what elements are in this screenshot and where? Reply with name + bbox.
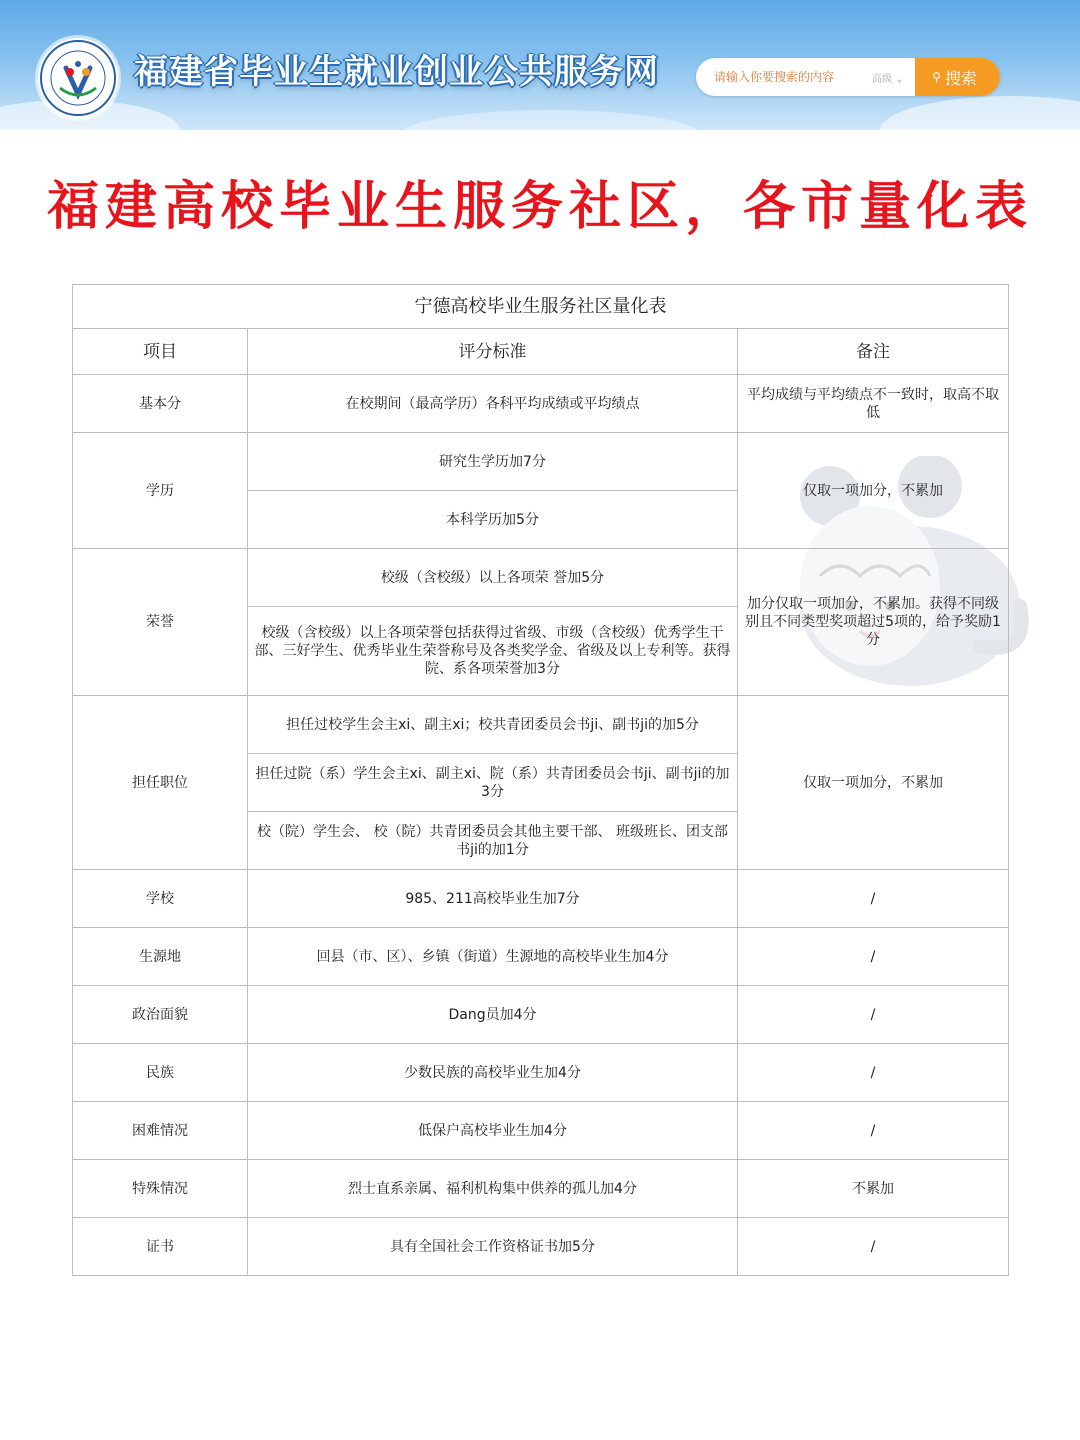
chevron-down-icon: ⌄: [895, 74, 904, 85]
row-criteria: 校级（含校级）以上各项荣 誉加5分: [248, 549, 738, 607]
row-criteria: 回县（市、区）、乡镇（街道）生源地的高校毕业生加4分: [248, 928, 738, 986]
advanced-search-select[interactable]: [872, 70, 904, 84]
header-cloud: [880, 96, 1080, 130]
row-note: /: [738, 928, 1009, 986]
table-row: [73, 1044, 1009, 1102]
table-row: [73, 928, 1009, 986]
quantification-table: [72, 284, 1008, 1276]
search-button[interactable]: [915, 58, 1000, 96]
table-caption: 宁德高校毕业生服务社区量化表: [73, 285, 1009, 329]
site-logo[interactable]: [38, 38, 118, 118]
row-note: 加分仅取一项加分，不累加。获得不同级别且不同类型奖项超过5项的，给予奖励1分: [738, 549, 1009, 696]
row-criteria: 担任过院（系）学生会主xi、副主xi、院（系）共青团委员会书ji、副书ji的加3分: [248, 754, 738, 812]
column-header-criteria: 评分标准: [248, 329, 738, 375]
row-criteria: Dang员加4分: [248, 986, 738, 1044]
row-note: /: [738, 1218, 1009, 1276]
row-note: /: [738, 986, 1009, 1044]
row-item: 学历: [73, 433, 248, 549]
row-item: 特殊情况: [73, 1160, 248, 1218]
row-item: 担任职位: [73, 696, 248, 870]
advanced-label: 高级: [872, 74, 892, 85]
row-criteria: 担任过校学生会主xi、副主xi；校共青团委员会书ji、副书ji的加5分: [248, 696, 738, 754]
fujian-graduate-employment-logo-icon: [38, 38, 118, 118]
search-input[interactable]: [714, 58, 864, 96]
table-row: [73, 986, 1009, 1044]
table-row: [73, 696, 1009, 754]
row-criteria: 烈士直系亲属、福利机构集中供养的孤儿加4分: [248, 1160, 738, 1218]
row-item: 基本分: [73, 375, 248, 433]
row-criteria: 校级（含校级）以上各项荣誉包括获得过省级、市级（含校级）优秀学生干部、三好学生、优秀毕业生荣誉称号及各类奖学金、省级及以上专利等。获得院、系各项荣誉加3分: [248, 607, 738, 696]
search-button-label: 搜索: [944, 68, 977, 88]
row-criteria: 985、211高校毕业生加7分: [248, 870, 738, 928]
row-criteria: 研究生学历加7分: [248, 433, 738, 491]
row-note: 平均成绩与平均绩点不一致时，取高不取低: [738, 375, 1009, 433]
site-title[interactable]: 福建省毕业生就业创业公共服务网: [134, 52, 659, 92]
row-item: 学校: [73, 870, 248, 928]
table-row: [73, 375, 1009, 433]
row-item: 困难情况: [73, 1102, 248, 1160]
row-item: 民族: [73, 1044, 248, 1102]
row-item: 政治面貌: [73, 986, 248, 1044]
row-note: /: [738, 1044, 1009, 1102]
row-note: 仅取一项加分，不累加: [738, 433, 1009, 549]
row-item: 生源地: [73, 928, 248, 986]
row-criteria: 校（院）学生会、 校（院）共青团委员会其他主要干部、 班级班长、团支部书ji的加1分: [248, 812, 738, 870]
row-criteria: 少数民族的高校毕业生加4分: [248, 1044, 738, 1102]
row-criteria: 低保户高校毕业生加4分: [248, 1102, 738, 1160]
row-criteria: 本科学历加5分: [248, 491, 738, 549]
table-row: [73, 1102, 1009, 1160]
row-note: 不累加: [738, 1160, 1009, 1218]
row-note: /: [738, 1102, 1009, 1160]
row-criteria: 在校期间（最高学历）各科平均成绩或平均绩点: [248, 375, 738, 433]
header-cloud: [400, 110, 700, 130]
row-item: 证书: [73, 1218, 248, 1276]
table-row: [73, 870, 1009, 928]
row-criteria: 具有全国社会工作资格证书加5分: [248, 1218, 738, 1276]
table-row: [73, 1160, 1009, 1218]
row-item: 荣誉: [73, 549, 248, 696]
row-note: 仅取一项加分，不累加: [738, 696, 1009, 870]
table-row: [73, 1218, 1009, 1276]
table-row: [73, 433, 1009, 491]
search-icon: ⚲: [932, 70, 941, 84]
column-header-item: 项目: [73, 329, 248, 375]
page-title: 福建高校毕业生服务社区，各市量化表: [46, 177, 1033, 237]
table-row: [73, 549, 1009, 607]
column-header-note: 备注: [738, 329, 1009, 375]
row-note: /: [738, 870, 1009, 928]
